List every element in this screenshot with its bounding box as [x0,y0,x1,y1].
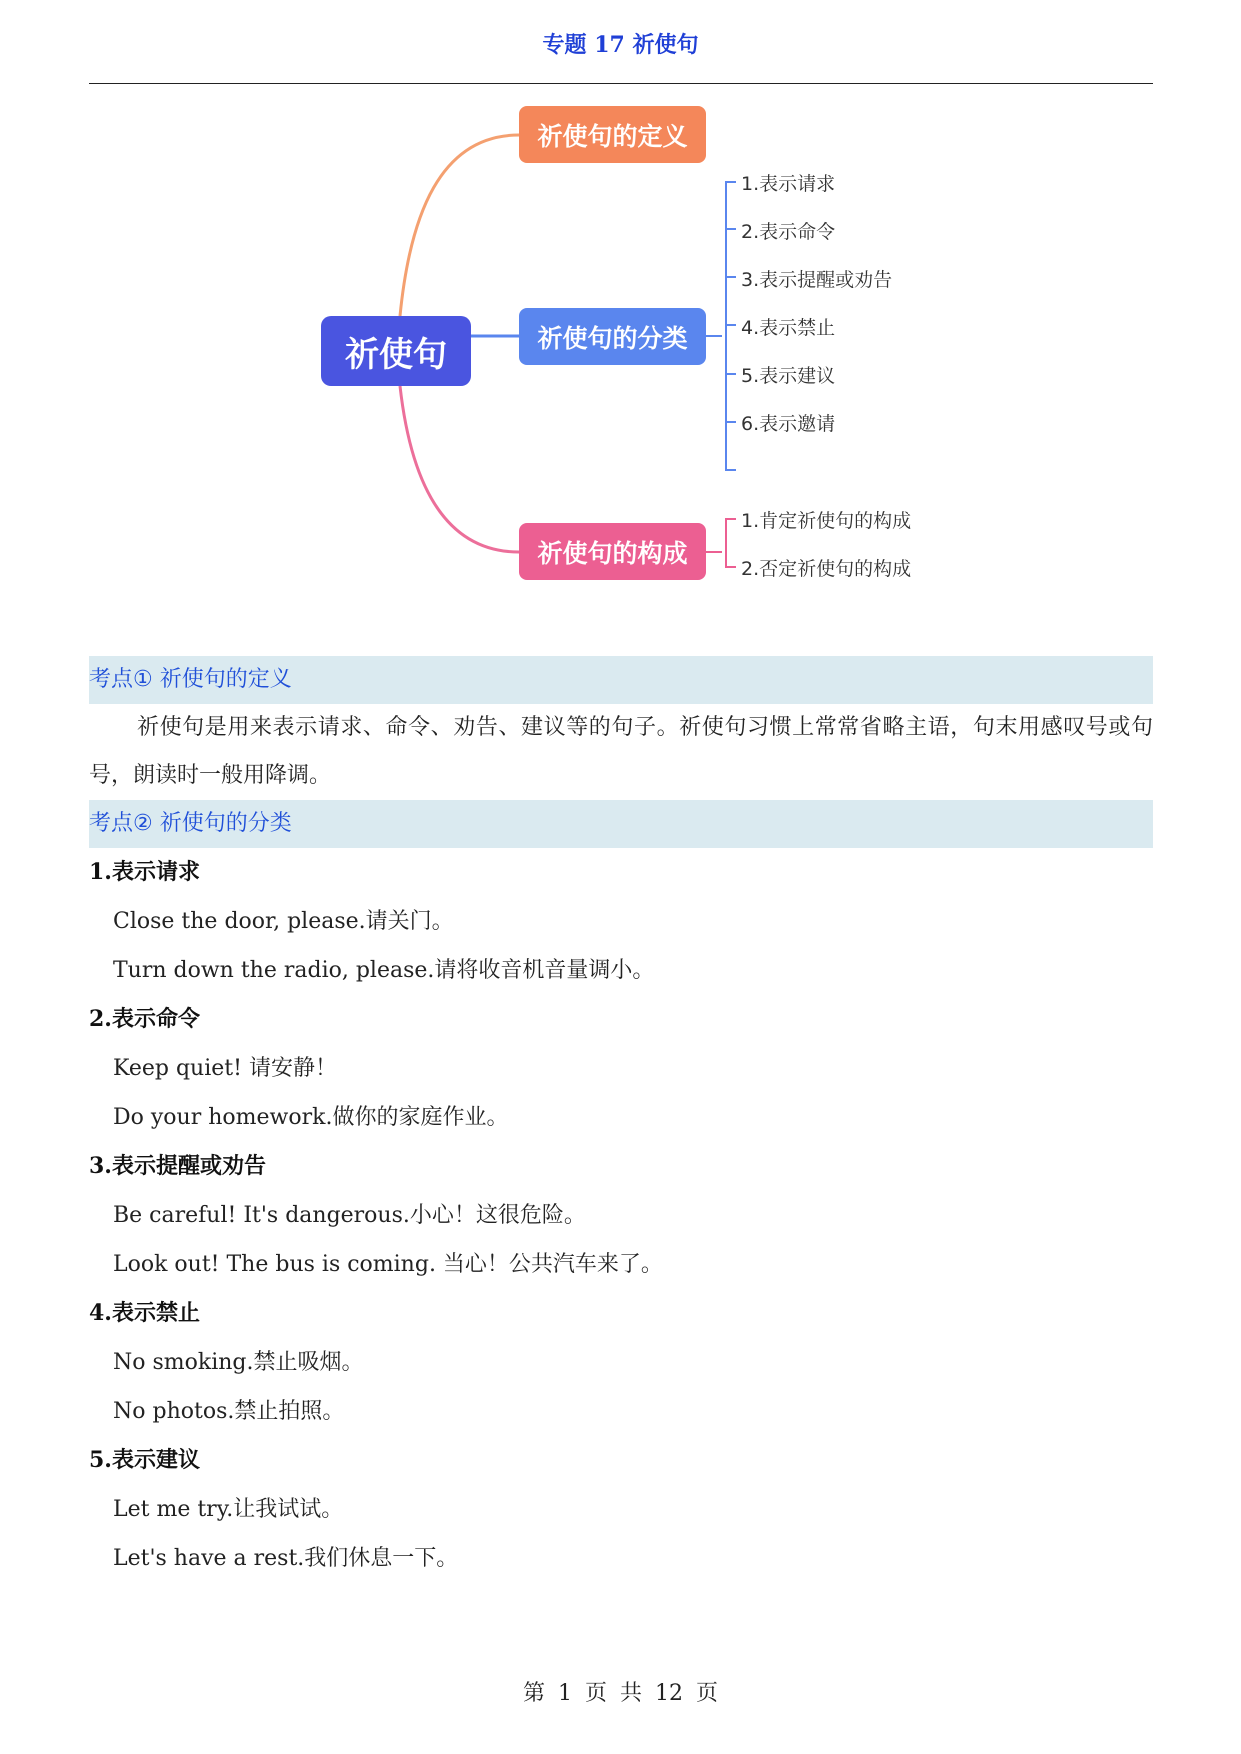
section-heading: 考点② 祈使句的分类 [89,800,1153,848]
mind-map-leaf: 3.表示提醒或劝告 [741,269,893,291]
subsection-heading: 4.表示禁止 [89,1300,200,1326]
mind-map [0,95,1241,615]
subsection-heading: 5.表示建议 [89,1447,200,1473]
mind-map-leaf: 4.表示禁止 [741,317,836,339]
example-sentence: Look out! The bus is coming. 当心！公共汽车来了。 [113,1252,663,1277]
mind-map-branch-definition: 祈使句的定义 [519,106,706,163]
example-sentence: No smoking.禁止吸烟。 [113,1350,364,1375]
section-heading: 考点① 祈使句的定义 [89,656,1153,704]
header-divider [89,83,1153,84]
example-sentence: No photos.禁止拍照。 [113,1399,345,1424]
mind-map-leaf: 2.否定祈使句的构成 [741,558,912,580]
mind-map-branch-classification: 祈使句的分类 [519,308,706,365]
example-sentence: Let me try.让我试试。 [113,1497,344,1522]
example-sentence: Be careful! It's dangerous.小心！这很危险。 [113,1203,586,1228]
example-sentence: Do your homework.做你的家庭作业。 [113,1105,509,1130]
example-sentence: Keep quiet! 请安静！ [113,1056,337,1081]
page-number: 第 1 页 共 12 页 [523,1681,718,1706]
document-body [89,656,1153,1583]
mind-map-leaf: 5.表示建议 [741,365,836,387]
example-sentence: Let's have a rest.我们休息一下。 [113,1546,459,1571]
mind-map-leaf: 6.表示邀请 [741,413,836,435]
mind-map-root-node: 祈使句 [321,316,471,386]
subsection-heading: 1.表示请求 [89,859,200,885]
example-sentence: Turn down the radio, please.请将收音机音量调小。 [113,958,655,983]
mind-map-branch-construction: 祈使句的构成 [519,523,706,580]
subsection-heading: 2.表示命令 [89,1006,200,1032]
example-sentence: Close the door, please.请关门。 [113,909,454,934]
mind-map-leaf: 1.肯定祈使句的构成 [741,510,912,532]
mind-map-leaf: 2.表示命令 [741,221,836,243]
mind-map-leaf: 1.表示请求 [741,173,836,195]
page-title: 专题 17 祈使句 [542,32,699,58]
definition-paragraph: 祈使句是用来表示请求、命令、劝告、建议等的句子。祈使句习惯上常常省略主语，句末用感叹号或句号，朗读时一般用降调。 [89,715,1153,788]
subsection-heading: 3.表示提醒或劝告 [89,1153,266,1179]
